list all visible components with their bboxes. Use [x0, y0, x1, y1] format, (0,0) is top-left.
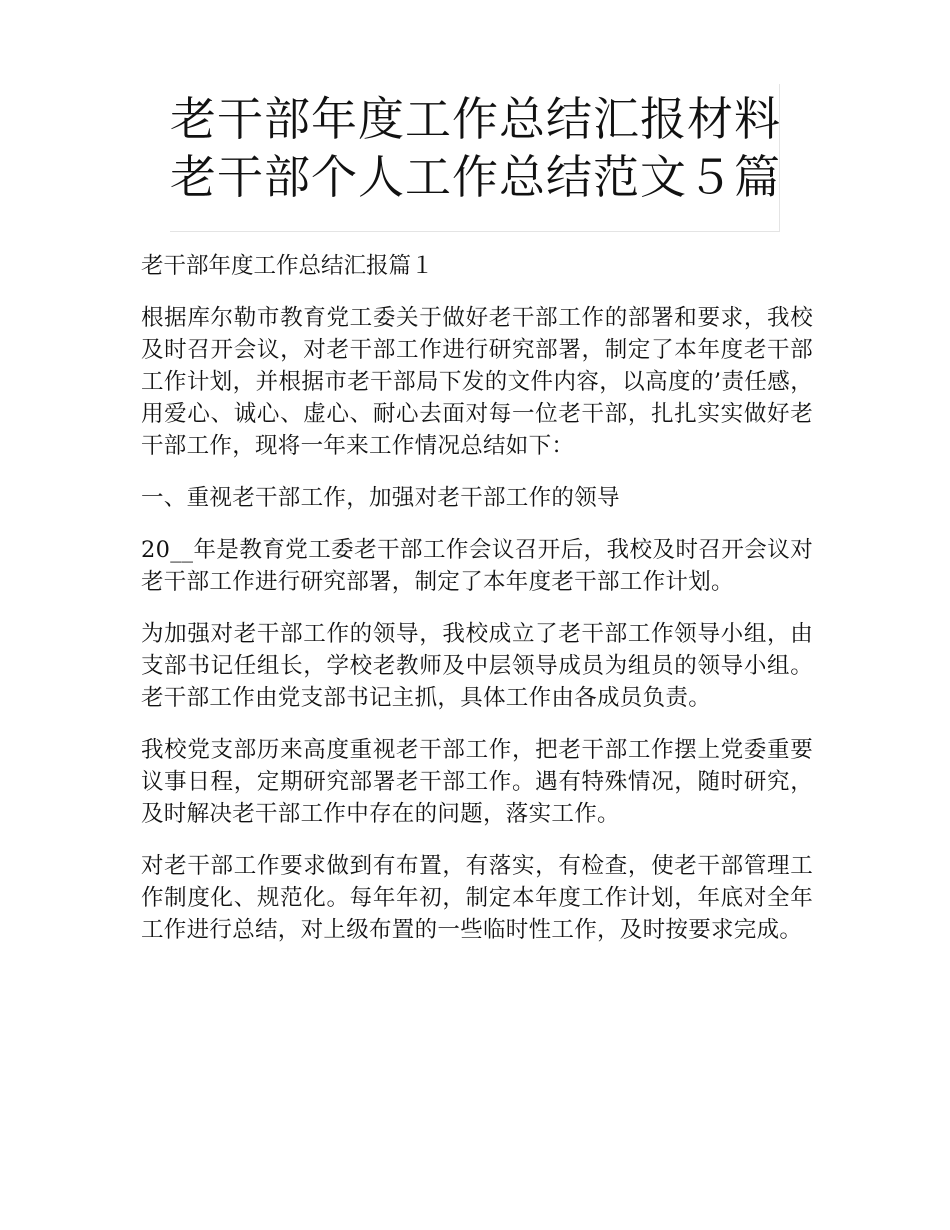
section-subtitle: 老干部年度工作总结汇报篇１ — [141, 253, 434, 279]
document-body — [141, 250, 813, 966]
title-block — [170, 84, 780, 232]
paragraph-leadership-group: 为加强对老干部工作的领导，我校成立了老干部工作领导小组，由支部书记任组长，学校老教师及中层领导成员为组员的领导小组。老干部工作由党支部书记主抓，具体工作由各成员负责。 — [141, 621, 813, 711]
document-title-line-1: 老干部年度工作总结汇报材料 — [170, 92, 781, 146]
paragraph-requirements: 对老干部工作要求做到有布置，有落实，有检查，使老干部管理工作制度化、规范化。每年年初，制定本年度工作计划，年底对全年工作进行总结，对上级布置的一些临时性工作，及时按要求完成。 — [141, 853, 813, 943]
paragraph-meeting: 20__年是教育党工委老干部工作会议召开后，我校及时召开会议对老干部工作进行研究部署，制定了本年度老干部工作计划。 — [141, 537, 813, 595]
section-heading-1: 一、重视老干部工作，加强对老干部工作的领导 — [141, 485, 620, 511]
document-title-line-2: 老干部个人工作总结范文５篇 — [170, 150, 781, 204]
paragraph-party-branch: 我校党支部历来高度重视老干部工作，把老干部工作摆上党委重要议事日程，定期研究部署老干部工作。遇有特殊情况，随时研究，及时解决老干部工作中存在的问题，落实工作。 — [141, 737, 813, 827]
paragraph-intro: 根据库尔勒市教育党工委关于做好老干部工作的部署和要求，我校及时召开会议，对老干部工作进行研究部署，制定了本年度老干部工作计划，并根据市老干部局下发的文件内容，以高度的’责任感，用爱心、诚心、虚心、耐心去面对每一位老干部，扎扎实实做好老干部工作，现将一年来工作情况总结如下： — [141, 305, 813, 459]
